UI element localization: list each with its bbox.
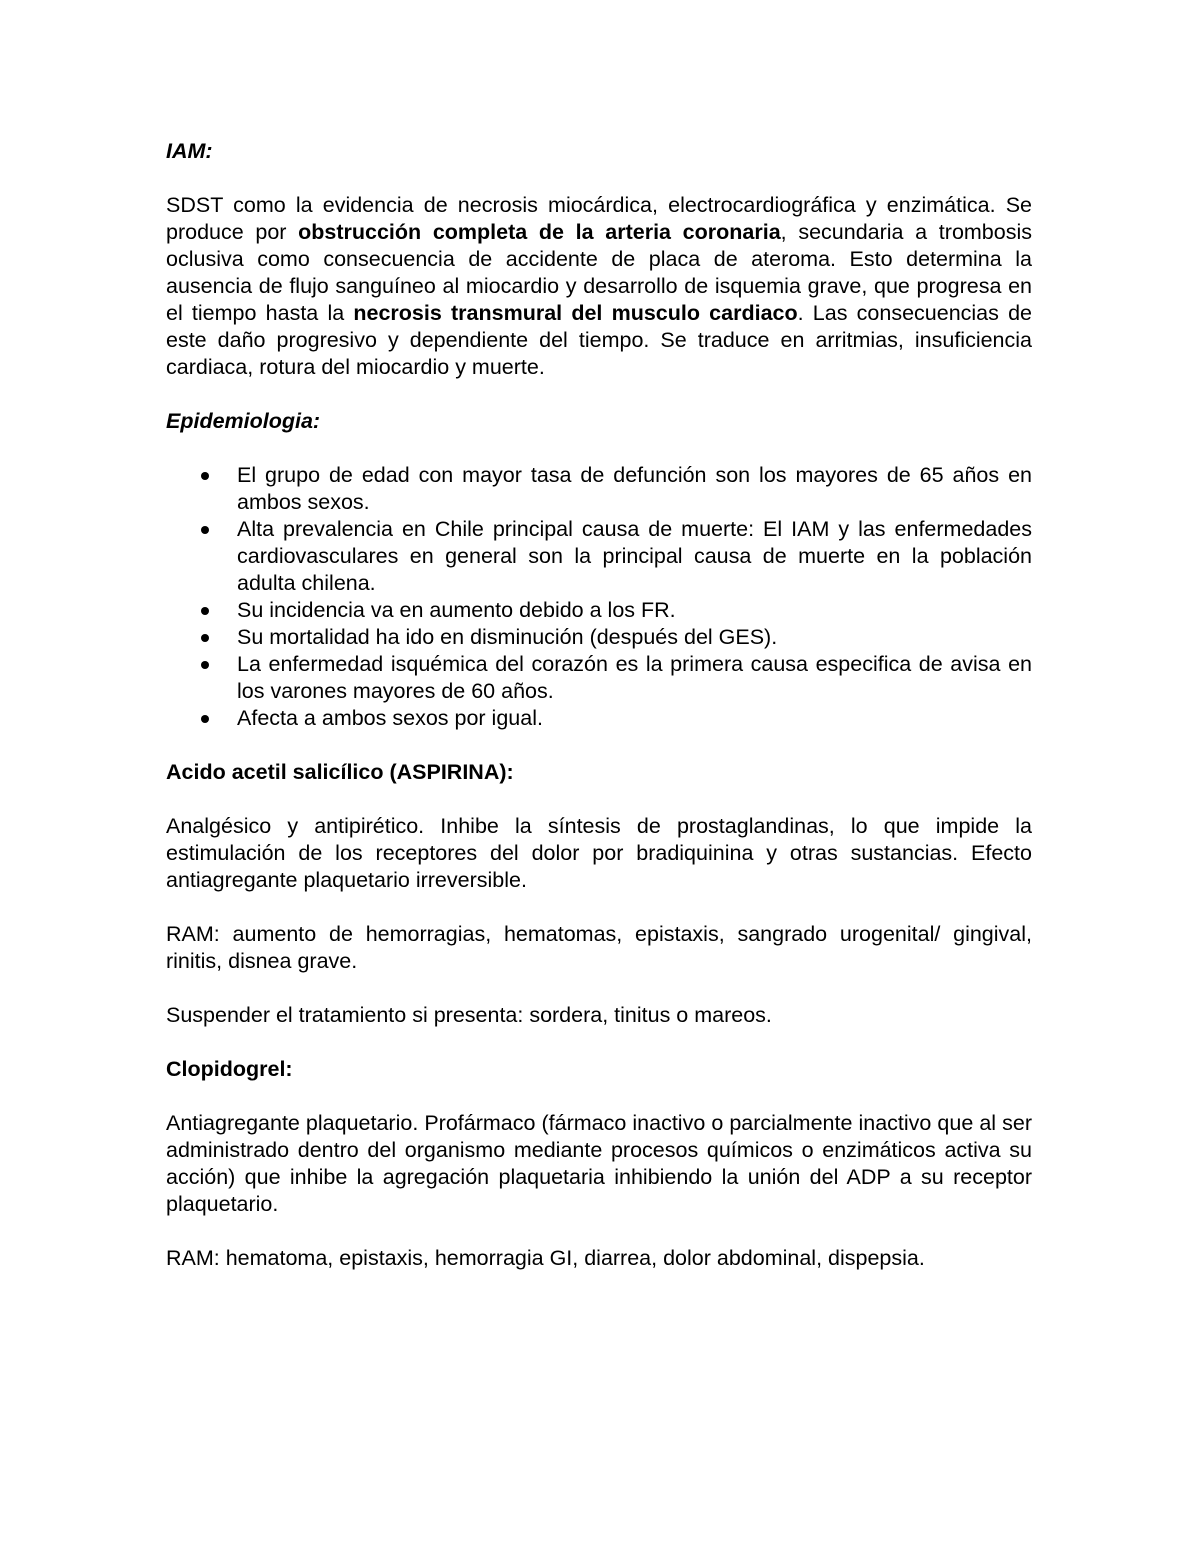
- clopidogrel-ram: RAM: hematoma, epistaxis, hemorragia GI, diarrea, dolor abdominal, dispepsia.: [166, 1246, 925, 1270]
- bullet-icon: [201, 661, 209, 669]
- list-item-text: Alta prevalencia en Chile principal causa de muerte: El IAM y las enfermedades cardiovasculares en general son la principal causa de muerte en la población adulta chilena.: [237, 517, 1032, 595]
- epidemiologia-heading: Epidemiologia:: [166, 409, 321, 433]
- list-item-text: Afecta a ambos sexos por igual.: [237, 706, 543, 730]
- iam-bold-1: obstrucción completa de la arteria coronaria: [298, 220, 781, 244]
- list-item: [166, 516, 1032, 597]
- aspirina-ram: RAM: aumento de hemorragias, hematomas, epistaxis, sangrado urogenital/ gingival, rinitis, disnea grave.: [166, 922, 1032, 973]
- list-item-text: El grupo de edad con mayor tasa de defunción son los mayores de 65 años en ambos sexos.: [237, 463, 1032, 514]
- list-item: [166, 462, 1032, 516]
- list-item: [166, 705, 1032, 732]
- list-item-text: Su incidencia va en aumento debido a los FR.: [237, 598, 676, 622]
- aspirina-suspension: Suspender el tratamiento si presenta: sordera, tinitus o mareos.: [166, 1003, 772, 1027]
- aspirina-heading: Acido acetil salicílico (ASPIRINA):: [166, 760, 514, 784]
- list-item: [166, 597, 1032, 624]
- iam-text-3: . Las consecuencias de este daño progresivo y dependiente del tiempo. Se traduce en arritmias, insuficiencia cardiaca, rotura del miocardio y muerte.: [166, 301, 1032, 379]
- list-item-text: Su mortalidad ha ido en disminución (después del GES).: [237, 625, 778, 649]
- bullet-icon: [201, 472, 209, 480]
- document-page: [166, 138, 1032, 1299]
- clopidogrel-description: Antiagregante plaquetario. Profármaco (fármaco inactivo o parcialmente inactivo que al ser administrado dentro del organismo mediante procesos químicos o enzimáticos activa su acción) que inhibe la agregación plaquetaria inhibiendo la unión del ADP a su receptor plaquetario.: [166, 1111, 1032, 1216]
- iam-text-1: SDST como la evidencia de necrosis miocárdica, electrocardiográfica y enzimática. Se produce por: [166, 193, 1032, 244]
- iam-bold-2: necrosis transmural del musculo cardiaco: [353, 301, 798, 325]
- iam-heading: IAM:: [166, 139, 213, 163]
- aspirina-description: Analgésico y antipirético. Inhibe la síntesis de prostaglandinas, lo que impide la estimulación de los receptores del dolor por bradiquinina y otras sustancias. Efecto antiagregante plaquetario irreversible.: [166, 814, 1032, 892]
- epidemiologia-list: [166, 462, 1032, 732]
- clopidogrel-heading: Clopidogrel:: [166, 1057, 293, 1081]
- list-item: [166, 624, 1032, 651]
- bullet-icon: [201, 634, 209, 642]
- bullet-icon: [201, 607, 209, 615]
- iam-paragraph: [166, 192, 1032, 381]
- bullet-icon: [201, 526, 209, 534]
- list-item: [166, 651, 1032, 705]
- list-item-text: La enfermedad isquémica del corazón es la primera causa especifica de avisa en los varones mayores de 60 años.: [237, 652, 1032, 703]
- bullet-icon: [201, 715, 209, 723]
- iam-text-2: , secundaria a trombosis oclusiva como consecuencia de accidente de placa de ateroma. Esto determina la ausencia de flujo sanguíneo al miocardio y desarrollo de isquemia grave, que progresa en el tiempo hasta la: [166, 220, 1032, 325]
